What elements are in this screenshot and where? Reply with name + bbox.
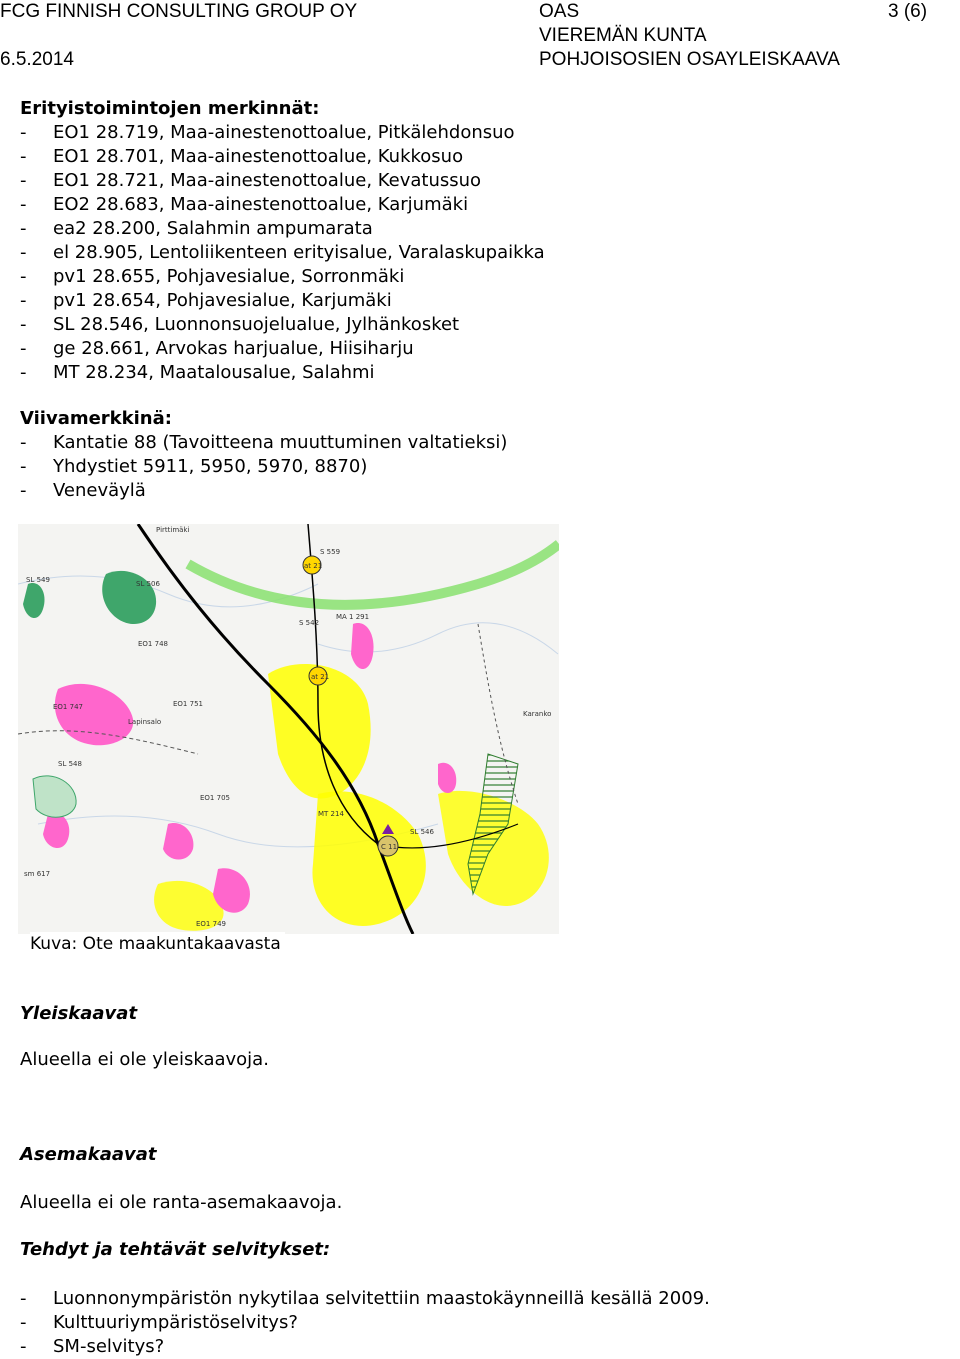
map-graphic	[18, 524, 559, 934]
list-item: - el 28.905, Lentoliikenteen erityisalue, Varalaskupaikka	[20, 242, 545, 263]
line-markings-list	[20, 431, 507, 503]
map-label: EO1 705	[200, 794, 230, 802]
map-label: C 11	[381, 843, 398, 851]
general-plans-title: Yleiskaavat	[20, 1003, 138, 1024]
list-item: - ea2 28.200, Salahmin ampumarata	[20, 218, 373, 239]
map-label: EO1 751	[173, 700, 203, 708]
surveys-list	[20, 1287, 710, 1359]
list-item: - SL 28.546, Luonnonsuojelualue, Jylhänkosket	[20, 314, 460, 335]
map-label: EO1 747	[53, 703, 83, 711]
list-item: - pv1 28.655, Pohjavesialue, Sorronmäki	[20, 266, 405, 287]
list-item: - Veneväylä	[20, 480, 146, 501]
list-item: - Yhdystiet 5911, 5950, 5970, 8870)	[20, 456, 368, 477]
map-caption: Kuva: Ote maakuntakaavasta	[30, 932, 285, 956]
regional-plan-map	[18, 524, 559, 934]
detailed-plans-text: Alueella ei ole ranta-asemakaavoja.	[20, 1192, 343, 1213]
list-item: - Kulttuuriympäristöselvitys?	[20, 1312, 298, 1333]
company-name: FCG FINNISH CONSULTING GROUP OY	[0, 1, 358, 22]
map-label: SL 506	[136, 580, 160, 588]
special-functions-title: Erityistoimintojen merkinnät:	[20, 98, 320, 119]
map-label: MT 214	[318, 810, 344, 818]
page-number: 3 (6)	[888, 1, 928, 22]
surveys-title: Tehdyt ja tehtävät selvitykset:	[20, 1239, 331, 1260]
map-label: S 559	[320, 548, 341, 556]
general-plans-text: Alueella ei ole yleiskaavoja.	[20, 1049, 269, 1070]
plan-name: POHJOISOSIEN OSAYLEISKAAVA	[539, 49, 840, 70]
list-item: - EO1 28.701, Maa-ainestenottoalue, Kukkosuo	[20, 146, 464, 167]
line-markings-title: Viivamerkkinä:	[20, 408, 172, 429]
map-label: Karanko	[523, 710, 552, 718]
map-label: at 21	[311, 673, 330, 681]
map-label: sm 617	[24, 870, 51, 878]
list-item: - ge 28.661, Arvokas harjualue, Hiisiharju	[20, 338, 414, 359]
list-item: - SM-selvitys?	[20, 1336, 165, 1357]
municipality-name: VIEREMÄN KUNTA	[539, 25, 707, 46]
detailed-plans-title: Asemakaavat	[20, 1144, 157, 1165]
map-label: EO1 748	[138, 640, 168, 648]
map-label: Pirttimäki	[156, 526, 190, 534]
special-functions-list	[20, 121, 545, 385]
list-item: - Kantatie 88 (Tavoitteena muuttuminen valtatieksi)	[20, 432, 508, 453]
map-label: EO1 749	[196, 920, 226, 928]
document-date: 6.5.2014	[0, 49, 74, 70]
list-item: - MT 28.234, Maatalousalue, Salahmi	[20, 362, 375, 383]
list-item: - EO1 28.719, Maa-ainestenottoalue, Pitkälehdonsuo	[20, 122, 515, 143]
map-label: SL 546	[410, 828, 434, 836]
list-item: - EO2 28.683, Maa-ainestenottoalue, Karjumäki	[20, 194, 469, 215]
map-label: S 542	[299, 619, 320, 627]
map-label: at 21	[304, 562, 323, 570]
document-type: OAS	[539, 1, 580, 22]
list-item: - EO1 28.721, Maa-ainestenottoalue, Kevatussuo	[20, 170, 482, 191]
list-item: - Luonnonympäristön nykytilaa selvitettiin maastokäynneillä kesällä 2009.	[20, 1288, 710, 1309]
list-item: - pv1 28.654, Pohjavesialue, Karjumäki	[20, 290, 392, 311]
map-label: Lapinsalo	[128, 718, 162, 726]
map-label: MA 1 291	[336, 613, 370, 621]
map-label: SL 548	[58, 760, 82, 768]
map-label: SL 549	[26, 576, 50, 584]
